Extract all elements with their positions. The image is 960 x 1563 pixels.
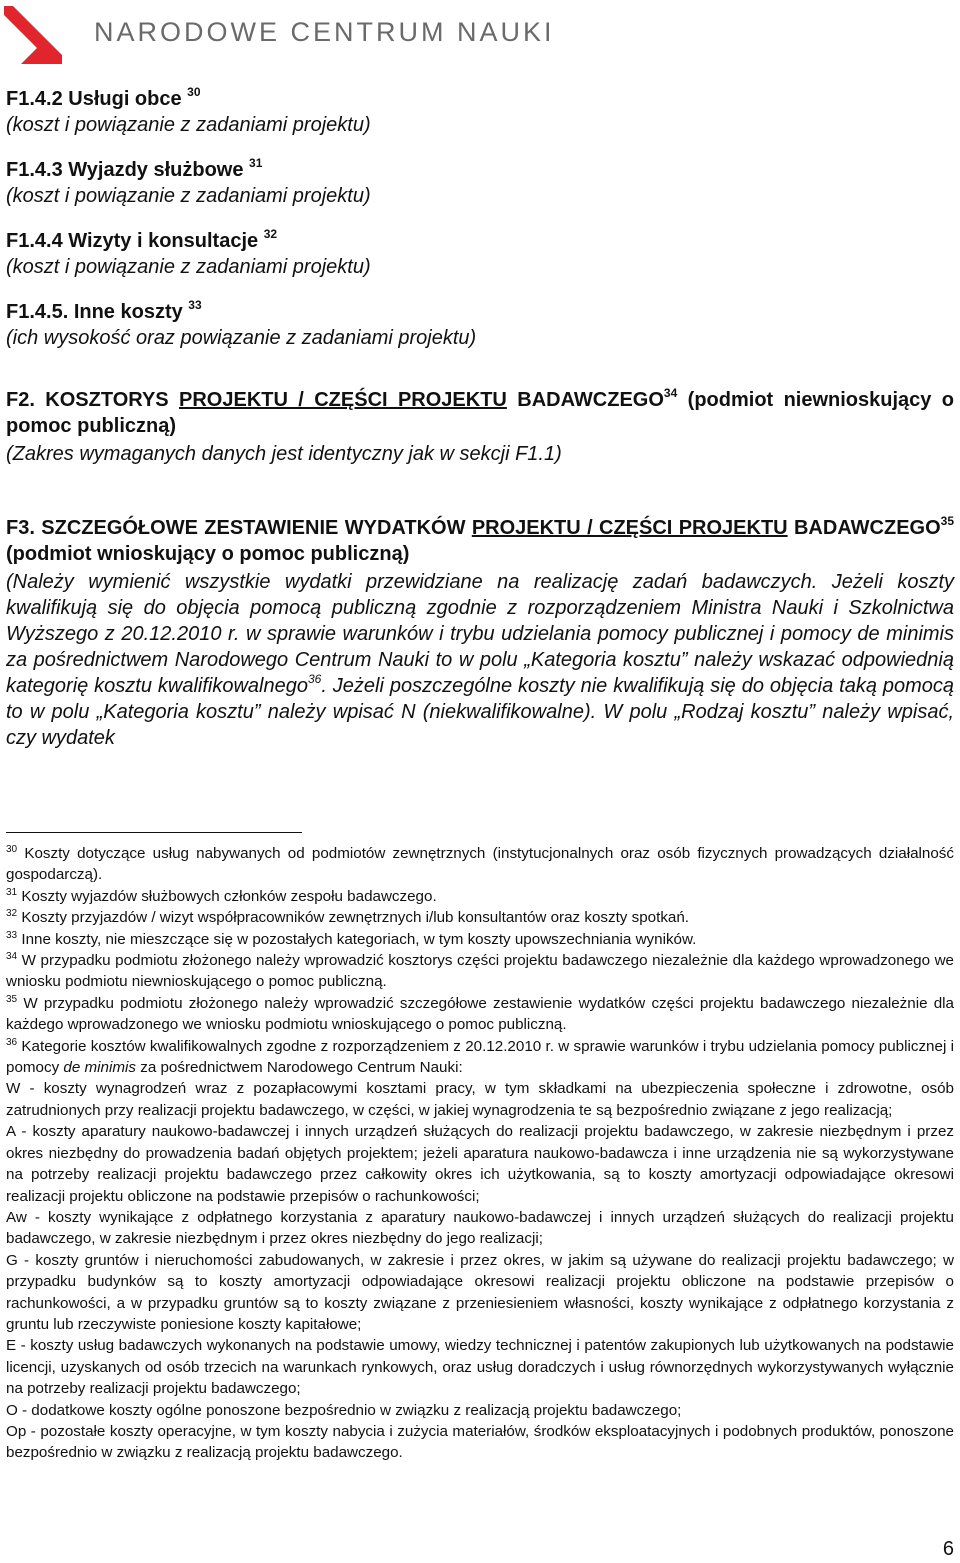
ncn-logo-icon xyxy=(4,6,62,64)
footnote: $^{36}$ Kategorie kosztów kwalifikowalnych zgodne z rozporządzeniem z 20.12.2010 r. w sprawie warunków i trybu udzielania pomocy publicznej i pomocy de minimis za pośrednictwem Narodowego Centrum Nauki: xyxy=(6,1036,954,1077)
page-header xyxy=(0,0,960,70)
footnote: $^{32}$ Koszty przyjazdów / wizyt współpracowników zewnętrznych i/lub konsultantów oraz koszty spotkań. xyxy=(6,908,690,927)
section-f2-heading: F2. KOSZTORYS PROJEKTU / CZĘŚCI PROJEKTU BADAWCZEGO$^{34}$ (podmiot niewnioskujący o pomoc publiczną) xyxy=(6,386,955,437)
footnote-number: 36 xyxy=(6,1036,18,1048)
cost-category: O - dodatkowe koszty ogólne ponoszone bezpośrednio w związku z realizacją projektu badawczego; xyxy=(6,1401,682,1419)
cost-category: Op - pozostałe koszty operacyjne, w tym koszty nabycia i zużycia materiałów, środków eksploatacyjnych i podobnych produktów, ponoszone bezpośrednio w związku z realizacją projektu badawczego. xyxy=(6,1422,954,1462)
footnote: $^{34}$ W przypadku podmiotu złożonego należy wprowadzić kosztorys części projektu badawczego niezależnie dla każdego wprowadzonego we wniosku podmiotu niewnioskującego o pomoc publiczną. xyxy=(6,951,954,991)
footnote: $^{31}$ Koszty wyjazdów służbowych członków zespołu badawczego. xyxy=(6,886,437,905)
footnote-ref[interactable]: 34 xyxy=(663,386,678,400)
cost-category: W - koszty wynagrodzeń wraz z pozapłacowymi kosztami pracy, w tym składkami na ubezpieczenia społeczne i zdrowotne, osób zatrudnionych przy realizacji projektu badawczego, w części, w jakiej wynagrodzenia te są bezpośrednio związane z jego realizacją; xyxy=(6,1080,954,1119)
cost-category: G - koszty gruntów i nieruchomości zabudowanych, w zakresie i przez okres, w jakim są używane do realizacji projektu badawczego; w przypadku budynków są to koszty amortyzacji odpowiadające okresowi realizacji projektu obliczone na podstawie przepisów o rachunkowości, a w przypadku gruntów są to koszty związane z przeniesieniem własności, koszty wynikające z odpłatnego korzystania z gruntu lub rzeczywiste poniesione koszty kapitałowe; xyxy=(6,1251,954,1333)
cost-category: E - koszty usług badawczych wykonanych na podstawie umowy, wiedzy technicznej i patentów zakupionych lub użytkowanych na podstawie licencji, uzyskanych od osób trzecich na warunkach rynkowych, oraz usług doradczych i usług równorzędnych wykorzystywanych wyłącznie na potrzeby realizacji projektu badawczego; xyxy=(6,1337,954,1398)
footnote-number: 34 xyxy=(6,951,18,963)
footnote: $^{33}$ Inne koszty, nie mieszczące się w pozostałych kategoriach, w tym koszty upowszechniania wyników. xyxy=(6,929,697,948)
section-f3-heading: F3. SZCZEGÓŁOWE ZESTAWIENIE WYDATKÓW PROJEKTU / CZĘŚCI PROJEKTU BADAWCZEGO$^{35}$ (podmiot wnioskujący o pomoc publiczną) xyxy=(6,514,955,565)
section-subtitle: (koszt i powiązanie z zadaniami projektu) xyxy=(6,185,371,207)
footnote-number: 32 xyxy=(6,908,18,920)
cost-category: A - koszty aparatury naukowo-badawczej i innych urządzeń służących do realizacji projektu badawczego, w zakresie niezbędnym i przez okres niezbędny do prowadzenia badań objętych projektem; jeżeli aparatura naukowo-badawcza i inne urządzenia nie są wykorzystywane na potrzeby realizacji projektu badawczego przez całkowity okres ich użytkowania, są to koszty amortyzacji odpowiadające okresowi realizacji projektu obliczone na podstawie przepisów o rachunkowości; xyxy=(6,1123,954,1205)
footnote-ref[interactable]: 31 xyxy=(249,156,263,170)
footnote-number: 30 xyxy=(6,844,18,855)
section-item xyxy=(6,228,954,280)
footnote-ref[interactable]: 36 xyxy=(307,672,322,686)
section-title: F1.4.5. Inne koszty xyxy=(6,301,183,323)
section-item xyxy=(6,157,954,209)
page-number: 6 xyxy=(942,1538,954,1560)
section-subtitle: (koszt i powiązanie z zadaniami projektu) xyxy=(6,114,371,136)
section-subtitle: (ich wysokość oraz powiązanie z zadaniami projektu) xyxy=(6,327,477,349)
section-f3 xyxy=(6,515,954,751)
section-item xyxy=(6,86,954,138)
cost-category: Aw - koszty wynikające z odpłatnego korzystania z aparatury naukowo-badawczej i innych urządzeń służących do realizacji projektu badawczego, w zakresie niezbędnym i przez okres niezbędny do jego realizacji; xyxy=(6,1208,954,1248)
section-f2-note: (Zakres wymaganych danych jest identyczny jak w sekcji F1.1) xyxy=(6,443,562,465)
section-f2 xyxy=(6,387,954,467)
footnote-ref[interactable]: 32 xyxy=(263,227,278,241)
section-subtitle: (koszt i powiązanie z zadaniami projektu) xyxy=(6,256,371,278)
footnotes xyxy=(6,843,954,1464)
section-item xyxy=(6,299,954,351)
section-title: F1.4.4 Wizyty i konsultacje xyxy=(6,230,259,252)
footnote-ref[interactable]: 33 xyxy=(188,298,202,312)
footnote-number: 31 xyxy=(6,886,18,898)
section-f3-instructions: (Należy wymienić wszystkie wydatki przewidziane na realizację zadań badawczych. Jeżeli koszty kwalifikują się do objęcia pomocą publiczną zgodnie z rozporządzeniem Ministra Nauki i Szkolnictwa Wyższego z 20.12.2010 r. w sprawie warunków i trybu udzielania pomocy publicznej i pomocy de minimis za pośrednictwem Narodowego Centrum Nauki to w polu „Kategoria kosztu” należy wskazać odpowiednią kategorię kosztu kwalifikowalnego$^{36}$. Jeżeli poszczególne koszty nie kwalifikują się do objęcia taką pomocą to w polu „Kategoria kosztu” należy wpisać N (niekwalifikowalne). W polu „Rodzaj kosztu” należy wpisać, czy wydatek xyxy=(6,571,954,749)
footnote-number: 35 xyxy=(6,993,18,1005)
footnote: $^{35}$ W przypadku podmiotu złożonego należy wprowadzić szczegółowe zestawienie wydatków części projektu badawczego niezależnie dla każdego wprowadzonego we wniosku podmiotu wnioskującego o pomoc publiczną. xyxy=(6,993,954,1034)
section-title: F1.4.2 Usługi obce xyxy=(6,88,182,110)
document-body xyxy=(6,86,954,751)
footnote-ref[interactable]: 35 xyxy=(940,514,955,528)
section-title: F1.4.3 Wyjazdy służbowe xyxy=(6,159,244,181)
footnote-separator xyxy=(6,832,302,833)
brand-name: NARODOWE CENTRUM NAUKI xyxy=(94,17,555,47)
footnote: $^{30}$ Koszty dotyczące usług nabywanych od podmiotów zewnętrznych (instytucjonalnych oraz osób fizycznych prowadzących działalność gospodarczą). xyxy=(6,844,954,884)
footnote-ref[interactable]: 30 xyxy=(187,85,201,99)
footnote-number: 33 xyxy=(6,929,18,941)
